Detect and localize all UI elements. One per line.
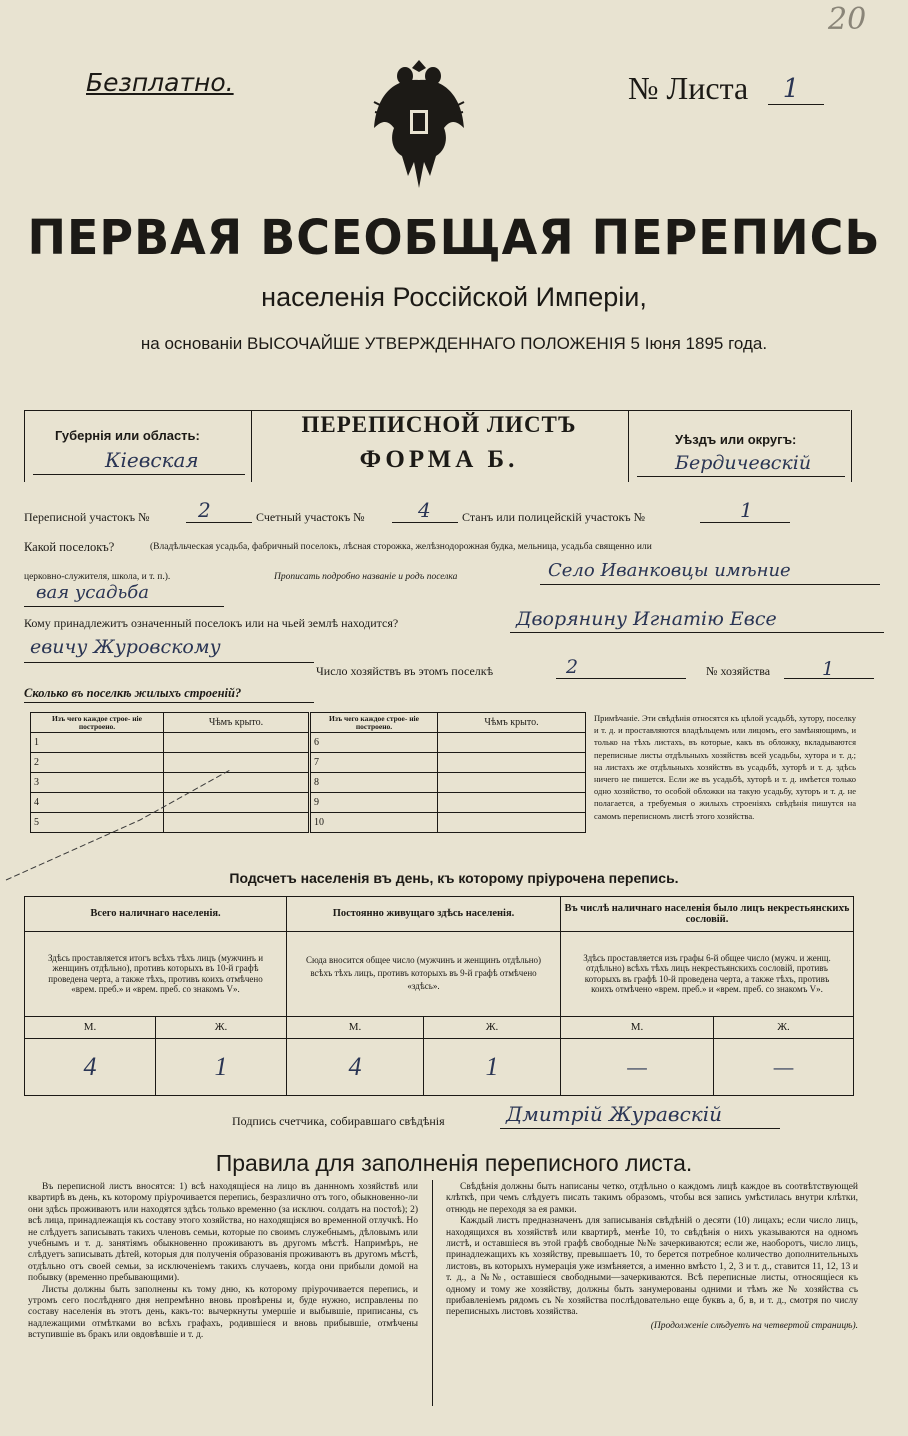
- district-box: [628, 410, 852, 482]
- sheet-number: 1: [782, 74, 800, 104]
- households-label: Число хозяйствъ въ этомъ поселкѣ: [316, 664, 494, 678]
- buildings-row-num: 1: [31, 733, 164, 753]
- owner-value-2: евичу Журовскому: [30, 636, 221, 658]
- buildings-row-num: 8: [310, 773, 438, 793]
- owner-value: Дворянину Игнатію Евсе: [516, 608, 777, 630]
- province-box: [24, 410, 252, 482]
- document-subtitle: населенія Россійской Имперіи,: [261, 282, 647, 312]
- rules-right-column: [446, 1182, 858, 1332]
- rules-title: Правила для заполненія переписного листа.: [215, 1150, 693, 1176]
- buildings-row-num: 10: [310, 813, 438, 833]
- settlement-value: Село Иванковцы имѣние: [548, 560, 791, 581]
- rules-left-column: [28, 1182, 418, 1342]
- buildings-col-material-right: Изъ чего каждое строе- ніе построено.: [310, 713, 438, 733]
- population-col-male: М.: [287, 1016, 424, 1038]
- strike-through-line: [0, 740, 300, 890]
- form-type: ФОРМА Б.: [359, 446, 519, 473]
- signature-label: Подпись счетчика, собиравшаго свѣдѣнія: [232, 1114, 445, 1128]
- free-label: Безплатно.: [86, 68, 234, 97]
- population-permanent-female: 1: [424, 1039, 561, 1096]
- settlement-hint-2: церковно-служителя, школа, и т. п.).: [24, 572, 171, 582]
- population-nonpeasant-female: —: [714, 1039, 854, 1096]
- owner-label: Кому принадлежитъ означенный поселокъ или на чьей землѣ находится?: [24, 616, 399, 630]
- stan-value: 1: [740, 498, 753, 522]
- rules-divider: [432, 1180, 433, 1406]
- population-col-male: М.: [25, 1016, 156, 1038]
- census-section-label: Переписной участокъ №: [24, 510, 150, 524]
- buildings-row-num: 6: [310, 733, 438, 753]
- rules-right-paragraph-2: Каждый листъ предназначенъ для записыванія свѣдѣній о десяти (10) лицахъ; если число лицъ, находящихся въ хозяйствѣ или квартирѣ, менѣе 10, то свѣдѣнія о нихъ указываются на одномъ листѣ, и оставшіеся въ этой графѣ свободные №№ зачеркиваются; если же, наоборотъ, число лицъ, принадлежащихъ къ хозяйству, превышаетъ 10, то берется потребное количество дополнительныхъ листовъ, въ которыхъ нумерація уже измѣняется, а именно вмѣсто 1, 2, 3 и т. д., ставится 11, 12, 13 и т. д., а №№, оставшіеся свободными—зачеркиваются. Всѣ переписные листы, относящіеся къ одному и тому же хозяйству, должны быть занумерованы одними и тѣмъ же № хозяйства съ прибавленіемъ рядомъ съ № хозяйства послѣдовательно еще буквъ а, б, в, и т. д., смотря по числу переписныхъ листовъ хозяйства.: [446, 1216, 858, 1318]
- rules-left-paragraph-2: Листы должны быть заполнены къ тому дню, къ которому пріурочивается перепись, и утромъ сего послѣдняго дня непремѣнно вновь провѣрены и, буде нужно, исправлены по составу населенія въ этотъ день, какъ-то: вычеркнуты умершіе и выбывшіе, приписаны, съ надлежащими отмѣтками во всѣхъ графахъ, родившіеся и вновь прибывшіе, отмѣчены вступившіе въ бракъ или овдовѣвшіе и т. д.: [28, 1284, 418, 1341]
- population-head-total: Всего наличнаго населенія.: [25, 897, 287, 932]
- document-title: ПЕРВАЯ ВСЕОБЩАЯ ПЕРЕПИСЬ: [27, 208, 881, 266]
- double-headed-eagle-icon: [372, 58, 466, 194]
- population-total-female: 1: [156, 1039, 287, 1096]
- buildings-col-roof-left: Чѣмъ крыто.: [164, 713, 310, 733]
- rules-right-paragraph-1: Свѣдѣнія должны быть написаны четко, отдѣльно о каждомъ лицѣ каждое въ соотвѣтствующей клѣткѣ, при чемъ слѣдуетъ писать такимъ образомъ, чтобы вся запись умѣстилась внутри клѣтки, отнюдь не переходя за ея рамки.: [446, 1182, 858, 1215]
- population-col-male: М.: [561, 1016, 714, 1038]
- settlement-value-2: вая усадьба: [36, 582, 150, 603]
- population-head-permanent: Постоянно живущаго здѣсь населенія.: [287, 897, 561, 932]
- buildings-col-roof-right: Чѣмъ крыто.: [438, 713, 586, 733]
- counting-section-label: Счетный участокъ №: [256, 510, 365, 524]
- population-col-female: Ж.: [424, 1016, 561, 1038]
- buildings-row-num: 5: [31, 813, 164, 833]
- page-number: 20: [828, 2, 867, 37]
- population-permanent-male: 4: [287, 1039, 424, 1096]
- population-desc-permanent: Сюда вносится общее число (мужчинъ и женщинъ отдѣльно) всѣхъ тѣхъ лицъ, противъ которыхъ въ 9-й графѣ отмѣчено «здѣсь».: [287, 931, 561, 1016]
- buildings-col-material-left: Изъ чего каждое строе- ніе построено.: [31, 713, 164, 733]
- households-value: 2: [566, 656, 579, 678]
- sheet-label: № Листа: [628, 70, 749, 106]
- province-label: Губернія или область:: [55, 428, 200, 443]
- settlement-label: Какой поселокъ?: [24, 540, 115, 554]
- population-table: [24, 896, 854, 1096]
- buildings-note: Примѣчаніе. Эти свѣдѣнія относятся къ цѣлой усадьбѣ, хутору, поселку и т. д. и проставляются владѣльцемъ или лицомъ, его замѣняющимъ, и только на тѣхъ листахъ, въ которые, какъ въ обложку, вкладываются переписные листы отдѣльныхъ хозяйствъ всей усадьбы, хутора и т. д.; на листахъ же отдѣльныхъ хозяйствъ въ усадьбѣ, хуторѣ и т. д. здѣсь ничего не пишется. Если же въ усадьбѣ, хуторѣ и т. д. имѣется только одно хозяйство, то особой обложки на такую усадьбу, хуторъ и т. д. не полагается, а требуемыя о жилыхъ строеніяхъ свѣдѣнія пишутся на самомъ переписномъ листѣ этого хозяйства.: [594, 713, 856, 821]
- population-nonpeasant-male: —: [561, 1039, 714, 1096]
- population-total-male: 4: [25, 1039, 156, 1096]
- buildings-row-num: 2: [31, 753, 164, 773]
- census-section-value: 2: [198, 498, 211, 522]
- population-count-heading: Подсчетъ населенія въ день, къ которому пріурочена перепись.: [229, 870, 679, 886]
- population-col-female: Ж.: [156, 1016, 287, 1038]
- population-col-female: Ж.: [714, 1016, 854, 1038]
- form-title: ПЕРЕПИСНОЙ ЛИСТЪ: [301, 412, 577, 437]
- settlement-hint: (Владѣльческая усадьба, фабричный поселокъ, лѣсная сторожка, желѣзнодорожная будка, мельница, усадьба священно или: [150, 542, 652, 552]
- rules-left-paragraph-1: Въ переписной листъ вносятся: 1) всѣ находящіеся на лицо въ даннномъ хозяйствѣ или квартирѣ въ день, къ которому пріурочивается перепись, безразлично отъ того, обыкновенно-ли они здѣсь проживаютъ или находятся здѣсь только временно (за исключ. солдатъ на постоѣ); 2) всѣ лица, принадлежащія къ составу этого хозяйства, но находящіяся во временной отлучкѣ. Но не слѣдуетъ записывать такихъ членовъ семьи, которые по своимъ служебнымъ, дѣловымъ или учебнымъ и т. д. занятіямъ обыкновенно проживаютъ въ другомъ мѣстѣ. Напримѣръ, не слѣдуетъ записывать дѣтей, которыя для полученія образованія проживаютъ въ другомъ мѣстѣ, отдѣльно отъ своей семьи, за исключеніемъ такихъ случаевъ, когда они прибыли домой на побывку (временно пребывающими).: [28, 1182, 418, 1284]
- district-label: Уѣздъ или округъ:: [675, 432, 797, 447]
- rules-continued: (Продолженіе слѣдуетъ на четвертой страницѣ).: [650, 1320, 858, 1331]
- counting-section-value: 4: [418, 498, 431, 522]
- district-value: Бердичевскій: [675, 452, 812, 474]
- settlement-hint-3: Прописать подробно названіе и родъ поселка: [274, 572, 458, 582]
- household-number-value: 1: [821, 658, 835, 680]
- province-value: Кіевская: [105, 448, 199, 472]
- signature-value: Дмитрій Журавскій: [506, 1102, 722, 1126]
- buildings-row-num: 7: [310, 753, 438, 773]
- buildings-row-num: 9: [310, 793, 438, 813]
- household-number-label: № хозяйства: [706, 664, 771, 678]
- stan-label: Станъ или полицейскій участокъ №: [462, 510, 646, 524]
- population-desc-nonpeasant: Здѣсь проставляется изъ графы 6-й общее число (мужч. и женщ. отдѣльно) всѣхъ тѣхъ лицъ некрестьянскихъ сословій, противъ которыхъ въ графѣ 10-й проведена черта, а также тѣхъ, противъ коихъ отмѣчено «врем. преб.» и «врем. преб. со знакомъ V».: [561, 931, 854, 1016]
- population-head-nonpeasant: Въ числѣ наличнаго населенія было лицъ некрестьянскихъ сословій.: [561, 897, 854, 932]
- population-desc-total: Здѣсь проставляется итогъ всѣхъ тѣхъ лицъ (мужчинъ и женщинъ отдѣльно), противъ которыхъ въ 10-й графѣ проведена черта, а также тѣхъ, противъ коихъ отмѣчено «врем. преб.» и «врем. преб. со знакомъ V».: [25, 931, 287, 1016]
- buildings-label: Сколько въ поселкѣ жилыхъ строеній?: [24, 686, 242, 700]
- buildings-row-num: 3: [31, 773, 164, 793]
- sheet-number-line: [768, 104, 824, 105]
- buildings-row-num: 4: [31, 793, 164, 813]
- document-decree-line: на основаніи ВЫСОЧАЙШЕ УТВЕРЖДЕННАГО ПОЛОЖЕНІЯ 5 Іюня 1895 года.: [140, 334, 768, 353]
